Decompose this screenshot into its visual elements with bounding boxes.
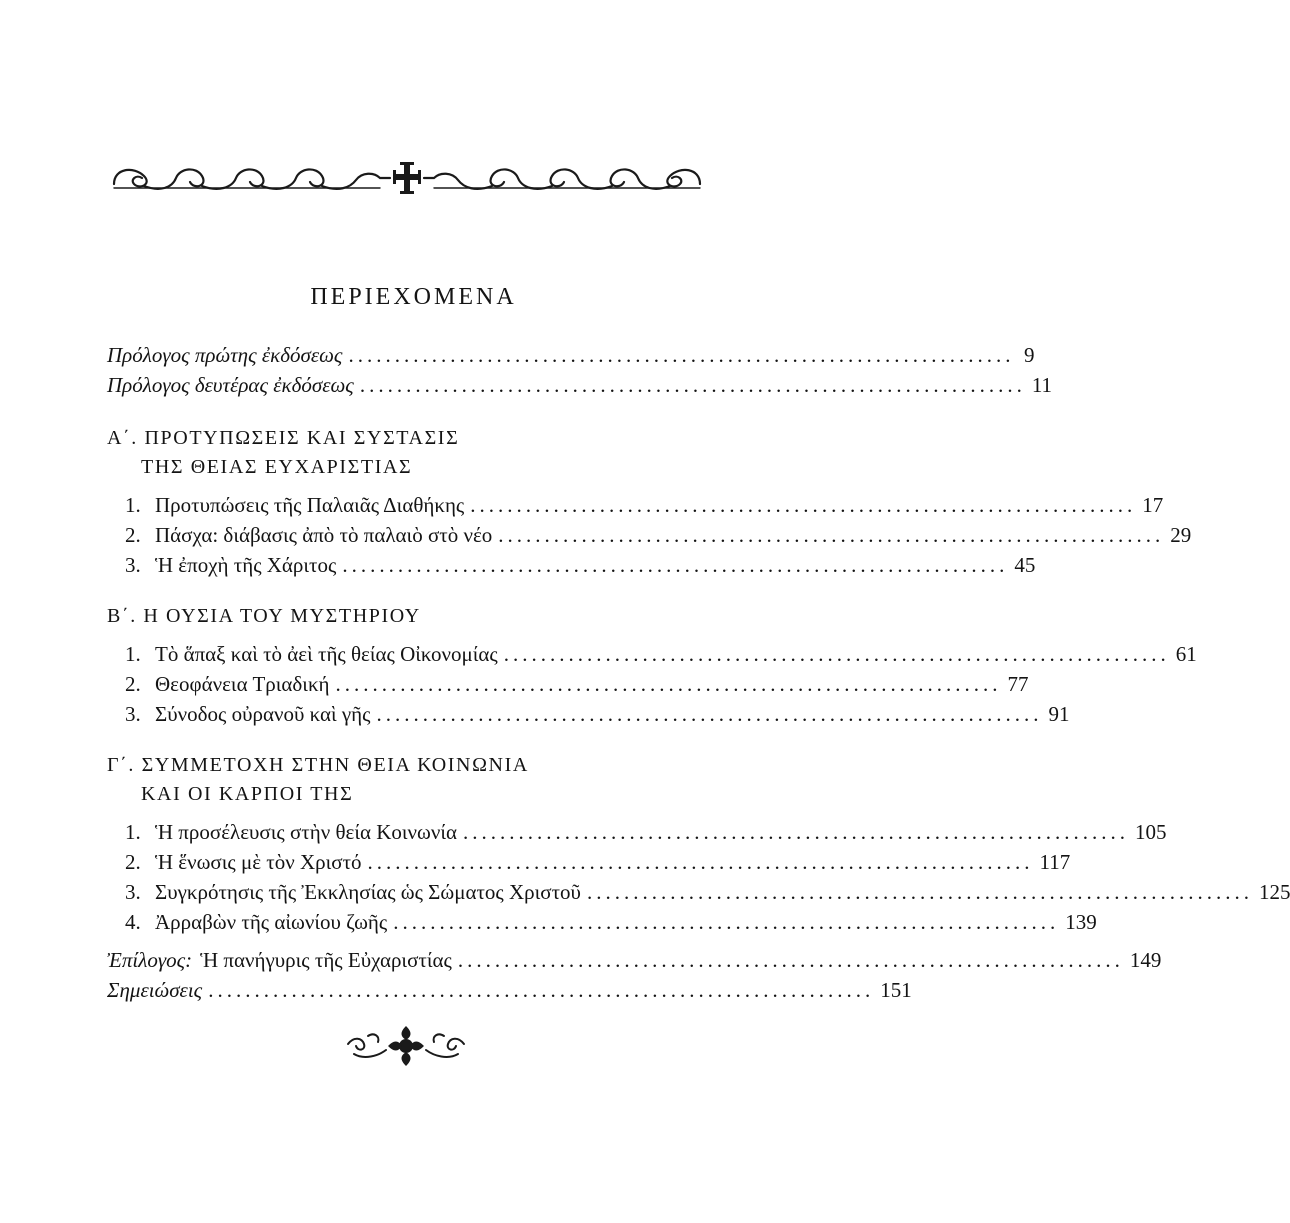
toc-entry[interactable] xyxy=(107,639,1197,669)
toc-entry[interactable] xyxy=(107,847,1071,877)
section-heading-line2: ΤΗΣ ΘΕΙΑΣ ΕΥΧΑΡΙΣΤΙΑΣ xyxy=(141,456,413,478)
toc-entry-page: 105 xyxy=(1135,820,1167,844)
toc-entry-label: Τὸ ἅπαξ καὶ τὸ ἀεὶ τῆς θείας Οἰκονομίας xyxy=(155,642,498,666)
cross-flourish-ornament-icon xyxy=(344,1024,468,1068)
toc-entry-label: Ἡ ἕνωσις μὲ τὸν Χριστό xyxy=(155,850,362,874)
section-heading-line1: Β΄. Η ΟΥΣΙΑ ΤΟΥ ΜΥΣΤΗΡΙΟΥ xyxy=(107,605,421,627)
toc-entry-number: 1. xyxy=(125,642,141,666)
toc-entry-number: 2. xyxy=(125,672,141,696)
page-title: ΠΕΡΙΕΧΟΜΕΝΑ xyxy=(310,284,517,310)
toc-entry-label: Πάσχα: διάβασις ἀπὸ τὸ παλαιὸ στὸ νέο xyxy=(155,523,493,547)
toc-entry-number: 4. xyxy=(125,910,141,934)
toc-entry[interactable] xyxy=(107,699,1070,729)
dot-leader: ........................................................................ xyxy=(342,553,1009,577)
toc-entry-label: Σύνοδος οὐρανοῦ καὶ γῆς xyxy=(155,702,371,726)
dot-leader: ........................................................................ xyxy=(359,373,1026,397)
dot-leader: ........................................................................ xyxy=(393,910,1060,934)
section-heading-a xyxy=(107,424,703,482)
section-heading-line1: Γ΄. ΣΥΜΜΕΤΟΧΗ ΣΤΗΝ ΘΕΙΑ ΚΟΙΝΩΝΙΑ xyxy=(107,754,529,776)
dot-leader: ........................................................................ xyxy=(463,820,1129,844)
toc-entry-label: Ἡ ἐποχὴ τῆς Χάριτος xyxy=(155,553,337,577)
toc-entry-prologue-first[interactable] xyxy=(107,340,1035,370)
dot-leader: ........................................................................ xyxy=(503,642,1170,666)
toc-entry[interactable] xyxy=(107,817,1167,847)
scroll-cross-ornament-icon xyxy=(110,158,704,198)
toc-entry[interactable] xyxy=(107,520,1192,550)
toc-entry-label: Ἡ πανήγυρις τῆς Εὐχαριστίας xyxy=(200,948,452,972)
toc-entry-label: Προτυπώσεις τῆς Παλαιᾶς Διαθήκης xyxy=(155,493,465,517)
toc-entry-label: Θεοφάνεια Τριαδική xyxy=(155,672,330,696)
toc-entry-label: Ἀρραβὼν τῆς αἰωνίου ζωῆς xyxy=(155,910,388,934)
dot-leader: ........................................................................ xyxy=(498,523,1165,547)
section-heading-c xyxy=(107,751,703,809)
toc-entry-page: 61 xyxy=(1175,642,1197,666)
toc-entry-page: 149 xyxy=(1129,948,1162,972)
dot-leader: ........................................................................ xyxy=(470,493,1137,517)
toc-entry-label: Πρόλογος δευτέρας ἐκδόσεως xyxy=(107,373,354,397)
toc-entry-page: 117 xyxy=(1039,850,1071,874)
toc-entry-number: 2. xyxy=(125,523,141,547)
dot-leader: ........................................................................ xyxy=(348,343,1015,367)
toc-entry-page: 9 xyxy=(1023,343,1035,367)
toc-entry-page: 45 xyxy=(1014,553,1036,577)
dot-leader: ........................................................................ xyxy=(376,702,1043,726)
toc-entry-label: Πρόλογος πρώτης ἐκδόσεως xyxy=(107,343,343,367)
dot-leader: ........................................................................ xyxy=(208,978,875,1002)
toc-entry-number: 1. xyxy=(125,820,141,844)
toc-entry-label: Συγκρότησις τῆς Ἐκκλησίας ὡς Σώματος Χριστοῦ xyxy=(155,880,581,904)
dot-leader: ........................................................................ xyxy=(586,880,1253,904)
toc-entry[interactable] xyxy=(107,907,1097,937)
toc-entry-number: 2. xyxy=(125,850,141,874)
toc-entry-page: 17 xyxy=(1142,493,1164,517)
toc-entry-epilogue[interactable] xyxy=(107,945,1162,975)
toc-entry-number: 3. xyxy=(125,702,141,726)
toc-entry-page: 11 xyxy=(1031,373,1053,397)
toc-entry[interactable] xyxy=(107,550,1036,580)
toc-entry-label: Ἡ προσέλευσις στὴν θεία Κοινωνία xyxy=(155,820,457,844)
toc-entry-number: 3. xyxy=(125,553,141,577)
dot-leader: ........................................................................ xyxy=(457,948,1124,972)
section-heading-b xyxy=(107,602,703,631)
toc-entry-page: 91 xyxy=(1048,702,1070,726)
toc-entry[interactable] xyxy=(107,877,1290,907)
dot-leader: ........................................................................ xyxy=(335,672,1002,696)
toc-entry-number: 3. xyxy=(125,880,141,904)
toc-entry-page: 125 xyxy=(1258,880,1290,904)
section-heading-line2: ΚΑΙ ΟΙ ΚΑΡΠΟΙ ΤΗΣ xyxy=(141,783,354,805)
toc-entry-page: 29 xyxy=(1170,523,1192,547)
dot-leader: ........................................................................ xyxy=(367,850,1034,874)
toc-entry-label: Σημειώσεις xyxy=(107,978,203,1002)
toc-entry-page: 77 xyxy=(1007,672,1029,696)
toc-entry-page: 139 xyxy=(1065,910,1097,934)
toc-entry[interactable] xyxy=(107,669,1029,699)
toc-entry[interactable] xyxy=(107,490,1164,520)
toc-entry-prefix: Ἐπίλογος: xyxy=(107,948,193,972)
toc-entry-notes[interactable] xyxy=(107,975,912,1005)
toc-entry-prologue-second[interactable] xyxy=(107,370,1053,400)
section-heading-line1: Α΄. ΠΡΟΤΥΠΩΣΕΙΣ ΚΑΙ ΣΥΣΤΑΣΙΣ xyxy=(107,427,460,449)
table-of-contents xyxy=(107,340,1290,1005)
toc-entry-number: 1. xyxy=(125,493,141,517)
toc-entry-page: 151 xyxy=(880,978,912,1002)
